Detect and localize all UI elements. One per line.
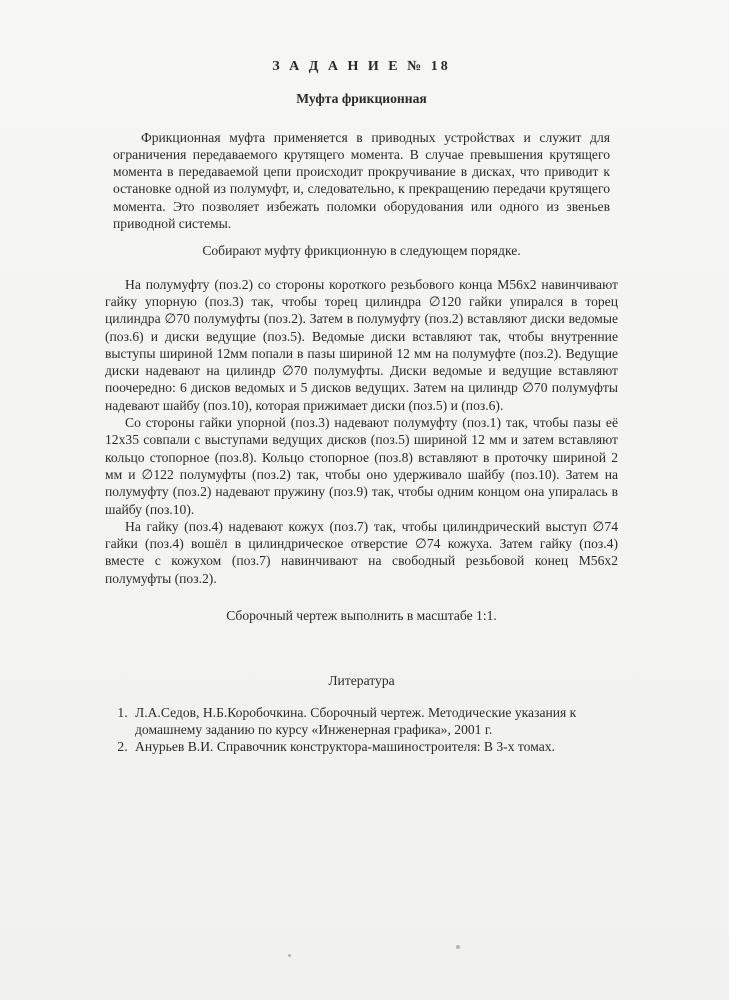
assignment-title: З А Д А Н И Е № 18 [272, 59, 451, 74]
scale-note: Сборочный чертеж выполнить в масштабе 1:1. [226, 608, 497, 624]
assembly-heading: Собирают муфту фрикционную в следующем порядке. [202, 243, 521, 259]
literature-item: 1. Л.А.Седов, Н.Б.Коробочкина. Сборочный чертеж. Методические указания к домашнему заданию по курсу «Инженерная графика», 2001 г. [131, 704, 618, 739]
assembly-paragraph-3: На гайку (поз.4) надевают кожух (поз.7) так, чтобы цилиндрический выступ ∅74 гайки (поз.4) вошёл в цилиндрическое отверстие ∅74 кожуха. Затем гайку (поз.4) вместе с кожухом (поз.7) навинчивают на свободный резьбовой конец М56х2 полумуфты (поз.2). [105, 518, 618, 586]
literature-item: 2. Анурьев В.И. Справочник конструктора-машиностроителя: В 3-х томах. [131, 738, 618, 755]
literature-list [105, 704, 618, 756]
scan-speck [288, 954, 291, 957]
assembly-paragraph-1: На полумуфту (поз.2) со стороны короткого резьбового конца М56х2 навинчивают гайку упорную (поз.3) так, чтобы торец цилиндра ∅120 гайки упирался в торец цилиндра ∅70 полумуфты (поз.2). Затем в полумуфту (поз.2) вставляют диски ведомые (поз.6) и диски ведущие (поз.5). Ведомые диски вставляют так, чтобы внутренние выступы шириной 12мм попали в пазы шириной 12 мм на полумуфте (поз.2). Ведущие диски надевают на цилиндр ∅70 полумуфты. Диски ведомые и ведущие вставляют поочередно: 6 дисков ведомых и 5 дисков ведущих. Затем на цилиндр ∅70 полумуфты надевают шайбу (поз.10), которая прижимает диски (поз.5) и (поз.6). [105, 276, 618, 413]
scan-speck [456, 945, 460, 949]
document-content [105, 58, 618, 756]
literature-heading: Литература [328, 673, 395, 689]
assembly-paragraph-2: Со стороны гайки упорной (поз.3) надевают полумуфту (поз.1) так, чтобы пазы её 12х35 совпали с выступами ведущих дисков (поз.5) шириной 12 мм и затем вставляют кольцо стопорное (поз.8). Кольцо стопорное (поз.8) вставляют в проточку шириной 2 мм и ∅122 полумуфты (поз.2) так, чтобы оно удерживало шайбу (поз.10). Затем на полумуфту (поз.2) надевают пружину (поз.9) так, чтобы одним концом она упиралась в шайбу (поз.10). [105, 415, 618, 517]
intro-paragraph: Фрикционная муфта применяется в приводных устройствах и служит для ограничения передаваемого крутящего момента. В случае превышения крутящего момента в передаваемой цепи происходит прокручивание в дисках, что приводит к остановке одной из полумуфт, и, следовательно, к прекращению передачи крутящего момента. Это позволяет избежать поломки оборудования или одного из звеньев приводной системы. [113, 129, 610, 232]
assignment-subtitle: Муфта фрикционная [296, 91, 427, 107]
